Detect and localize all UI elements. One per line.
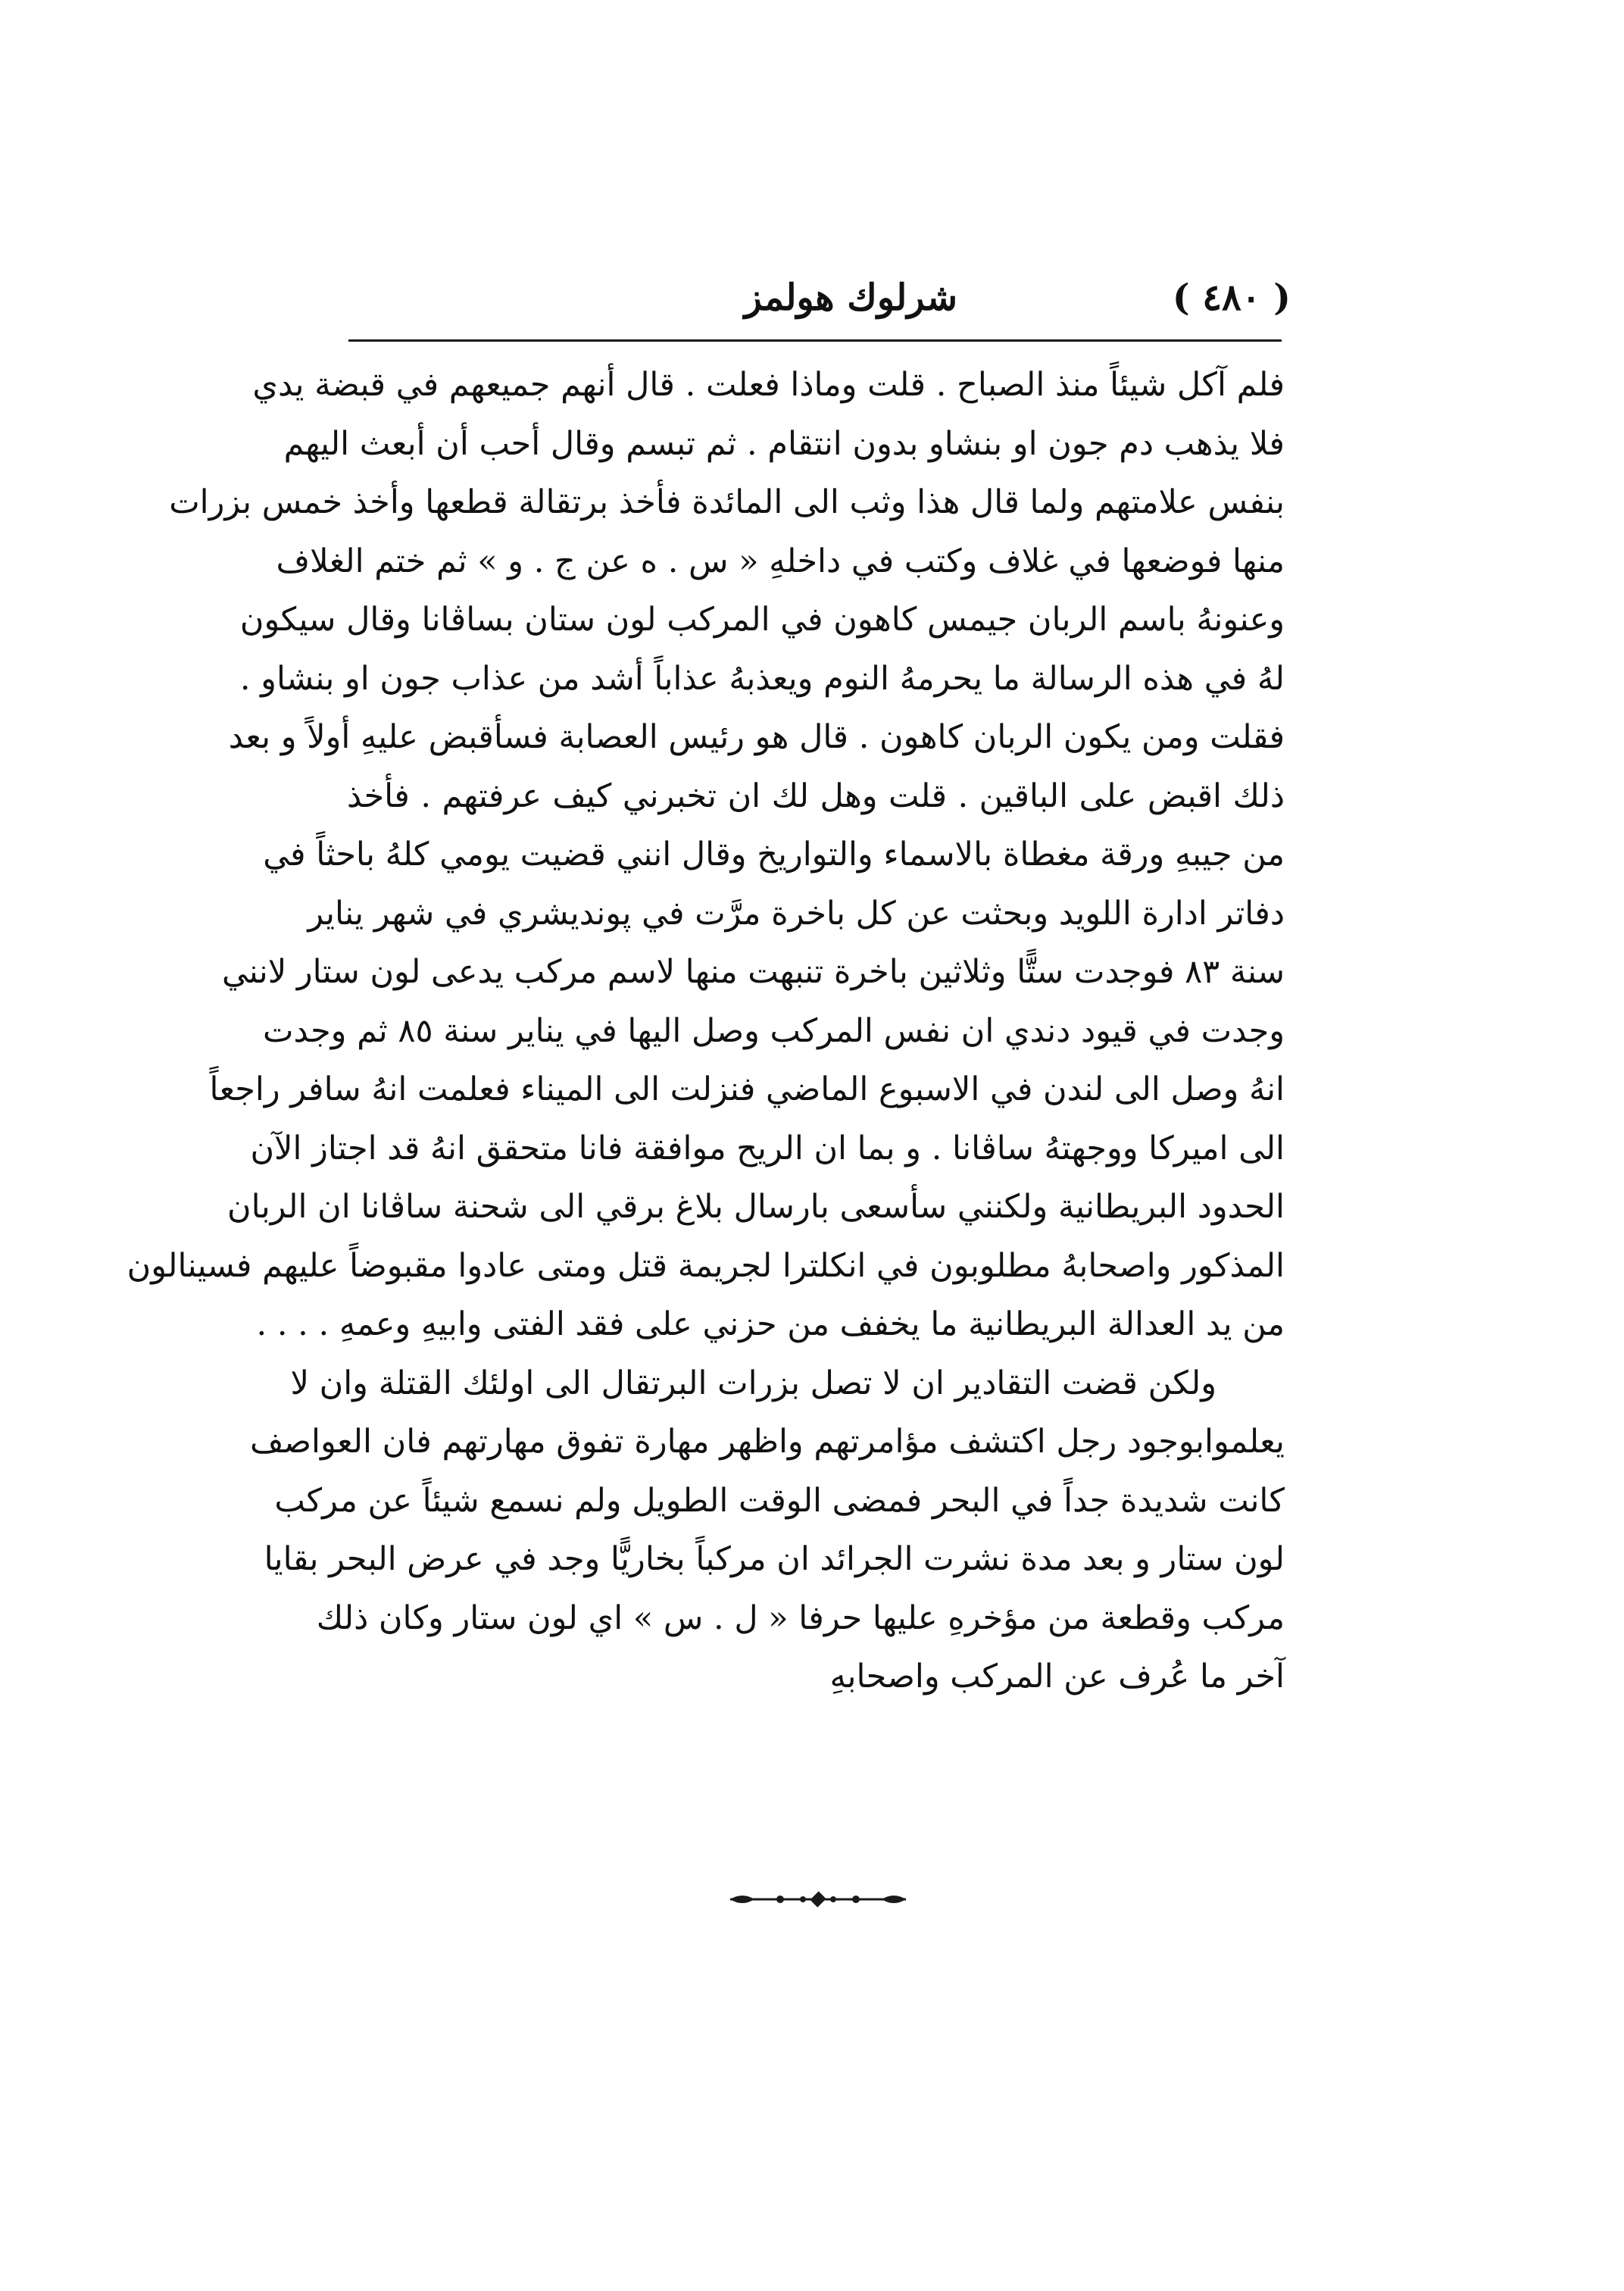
body-text xyxy=(126,356,1285,1707)
text-line: بنفس علامتهم ولما قال هذا وثب الى المائدة فأخذ برتقالة قطعها وأخذ خمس بزرات xyxy=(169,483,1285,521)
text-line: الى اميركا ووجهتهُ ساڤانا . و بما ان الريح موافقة فانا متحقق انهُ قد اجتاز الآن xyxy=(250,1129,1285,1167)
text-line: انهُ وصل الى لندن في الاسبوع الماضي فنزلت الى الميناء فعلمت انهُ سافر راجعاً xyxy=(209,1070,1285,1108)
end-ornament-icon xyxy=(727,1890,909,1908)
paragraph-2 xyxy=(249,1355,1285,1707)
page-number: ( ٤٨٠ ) xyxy=(1172,277,1291,319)
text-line: الحدود البريطانية ولكنني سأسعى بارسال بلاغ برقي الى شحنة ساڤانا ان الربان xyxy=(227,1188,1285,1226)
page-header xyxy=(333,269,1291,330)
text-line: وعنونهُ باسم الربان جيمس كاهون في المركب لون ستان بساڤانا وقال سيكون xyxy=(239,601,1285,639)
text-line: آخر ما عُرف عن المركب واصحابهِ xyxy=(829,1658,1285,1696)
text-line: لون ستار و بعد مدة نشرت الجرائد ان مركباً بخاريًّا وجد في عرض البحر بقايا xyxy=(264,1540,1285,1578)
text-line: فقلت ومن يكون الربان كاهون . قال هو رئيس العصابة فسأقبض عليهِ أولاً و بعد xyxy=(228,718,1285,756)
text-line: فلم آكل شيئاً منذ الصباح . قلت وماذا فعلت . قال أنهم جميعهم في قبضة يدي xyxy=(252,366,1285,404)
text-line: يعلموابوجود رجل اكتشف مؤامرتهم واظهر مهارة تفوق مهارتهم فان العواصف xyxy=(249,1423,1285,1461)
text-line: مركب وقطعة من مؤخرهِ عليها حرفا « ل . س » اي لون ستار وكان ذلك xyxy=(316,1599,1285,1637)
text-line: لهُ في هذه الرسالة ما يحرمهُ النوم ويعذبهُ عذاباً أشد من عذاب جون او بنشاو . xyxy=(239,659,1285,698)
paragraph-1 xyxy=(126,356,1285,1355)
text-line: كانت شديدة جداً في البحر فمضى الوقت الطويل ولم نسمع شيئاً عن مركب xyxy=(274,1481,1285,1520)
text-line: سنة ٨٣ فوجدت ستًّا وثلاثين باخرة تنبهت منها لاسم مركب يدعى لون ستار لانني xyxy=(221,953,1285,991)
running-title: شرلوك هولمز xyxy=(744,277,957,319)
text-line: فلا يذهب دم جون او بنشاو بدون انتقام . ثم تبسم وقال أحب أن أبعث اليهم xyxy=(283,424,1285,463)
text-line: المذكور واصحابهُ مطلوبون في انكلترا لجريمة قتل ومتى عادوا مقبوضاً عليهم فسينالون xyxy=(126,1246,1285,1285)
text-line: ولكن قضت التقادير ان لا تصل بزرات البرتقال الى اولئك القتلة وان لا xyxy=(290,1364,1216,1402)
text-line: دفاتر ادارة اللويد وبحثت عن كل باخرة مرَّت في پونديشري في شهر يناير xyxy=(308,894,1285,933)
text-line: ذلك اقبض على الباقين . قلت وهل لك ان تخبرني كيف عرفتهم . فأخذ xyxy=(347,777,1285,815)
text-line: من يد العدالة البريطانية ما يخفف من حزني على فقد الفتى وابيهِ وعمهِ . . . . xyxy=(256,1305,1285,1343)
header-rule xyxy=(348,339,1282,342)
text-line: من جيبهِ ورقة مغطاة بالاسماء والتواريخ وقال انني قضيت يومي كلهُ باحثاً في xyxy=(263,836,1285,874)
text-line: منها فوضعها في غلاف وكتب في داخلهِ « س . ه عن ج . و » ثم ختم الغلاف xyxy=(276,542,1285,580)
text-line: وجدت في قيود دندي ان نفس المركب وصل اليها في يناير سنة ٨٥ ثم وجدت xyxy=(263,1011,1285,1050)
